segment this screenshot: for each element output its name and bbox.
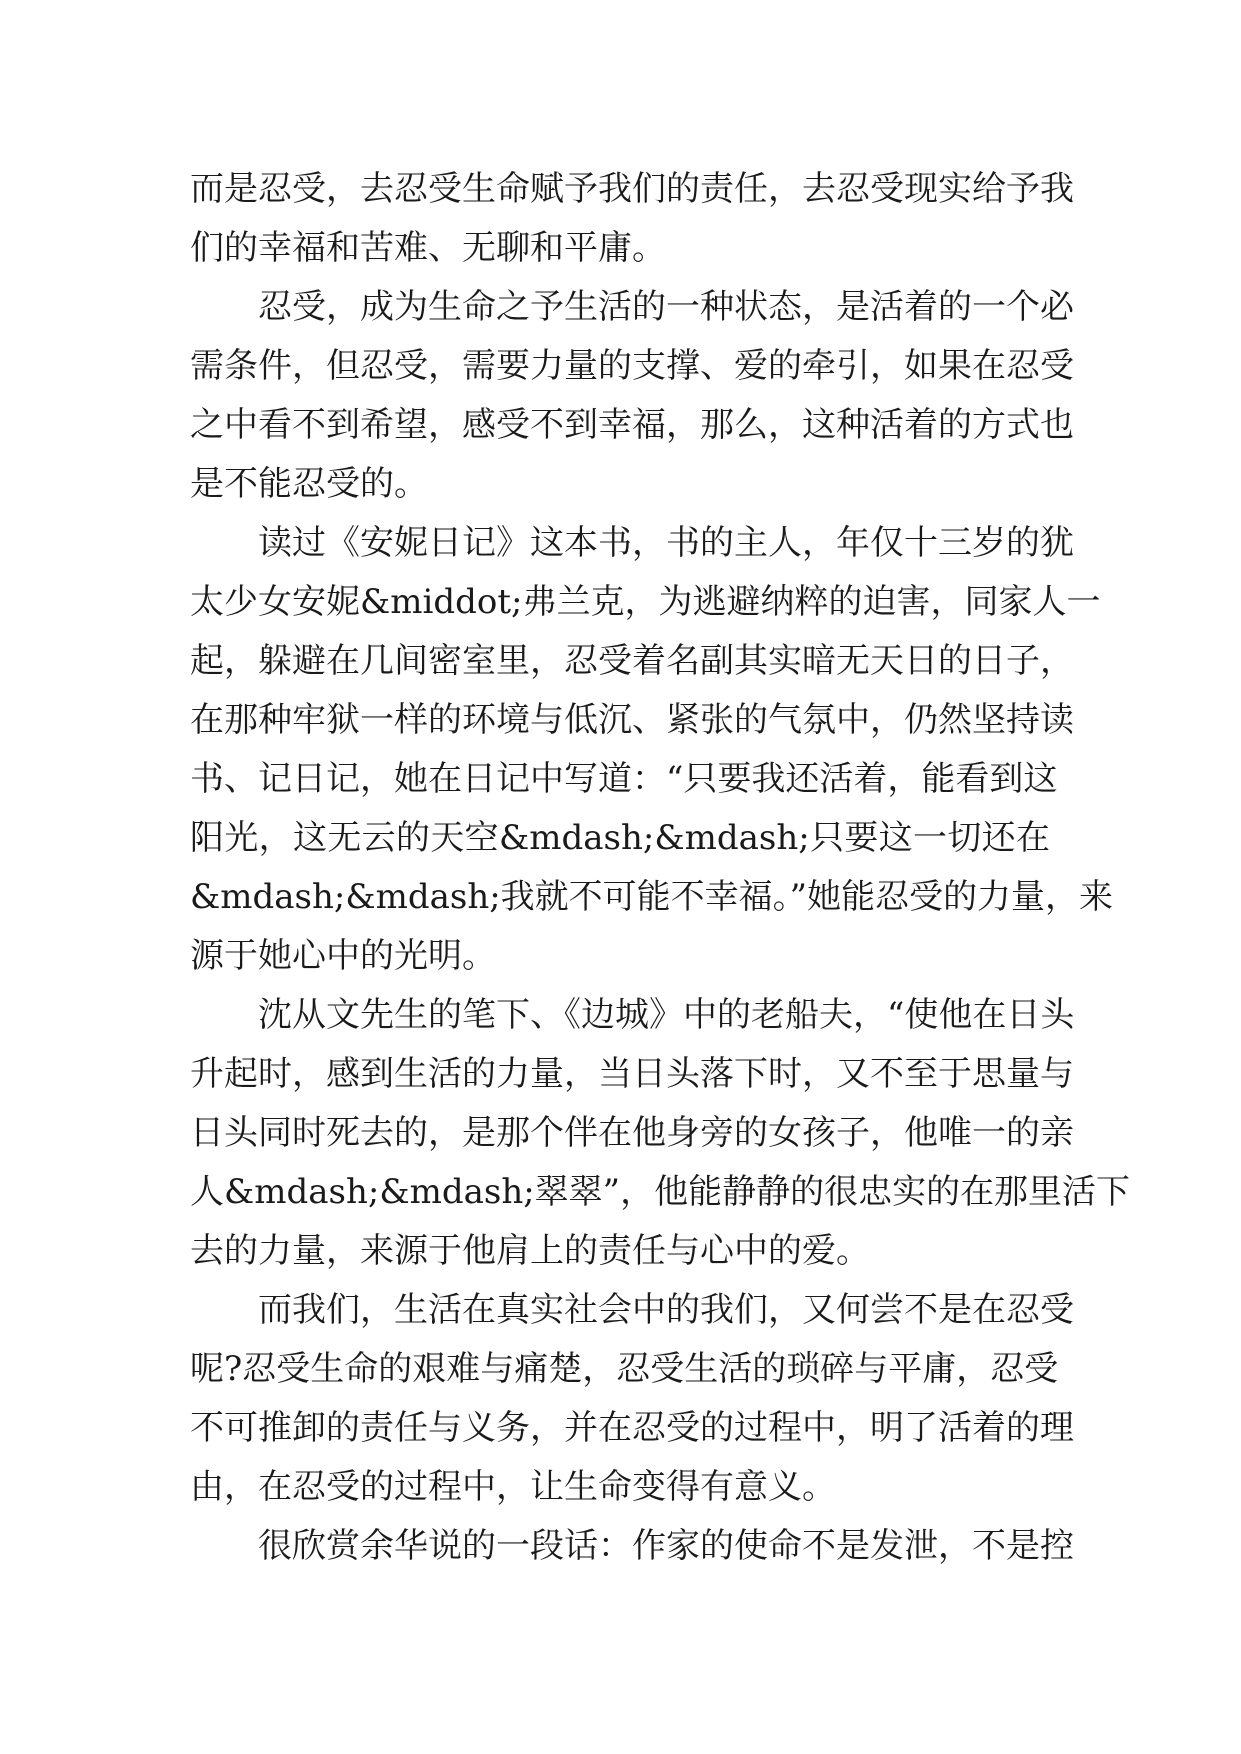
text-line: 呢?忍受生命的艰难与痛楚，忍受生活的琐碎与平庸，忍受 [190, 1349, 1059, 1389]
text-line: 很欣赏余华说的一段话：作家的使命不是发泄，不是控 [190, 1526, 1074, 1566]
text-line: 不可推卸的责任与义务，并在忍受的过程中，明了活着的理 [190, 1408, 1074, 1448]
text-line: 而我们，生活在真实社会中的我们，又何尝不是在忍受 [190, 1290, 1074, 1330]
text-line: 而是忍受，去忍受生命赋予我们的责任，去忍受现实给予我 [190, 169, 1074, 209]
text-line: 读过《安妮日记》这本书，书的主人，年仅十三岁的犹 [190, 523, 1074, 563]
text-line: 源于她心中的光明。 [190, 936, 496, 976]
text-line: 日头同时死去的，是那个伴在他身旁的女孩子，他唯一的亲 [190, 1113, 1074, 1153]
text-line: 人&mdash;&mdash;翠翠”，他能静静的很忠实的在那里活下 [190, 1172, 1131, 1212]
text-line: 忍受，成为生命之予生活的一种状态，是活着的一个必 [190, 287, 1074, 327]
text-line: 起，躲避在几间密室里，忍受着名副其实暗无天日的日子， [190, 641, 1074, 681]
text-line: 书、记日记，她在日记中写道：“只要我还活着，能看到这 [190, 759, 1058, 799]
text-line: 去的力量，来源于他肩上的责任与心中的爱。 [190, 1231, 870, 1271]
text-line: 需条件，但忍受，需要力量的支撑、爱的牵引，如果在忍受 [190, 346, 1074, 386]
text-line: &mdash;&mdash;我就不可能不幸福。”她能忍受的力量，来 [190, 877, 1114, 917]
text-line: 阳光，这无云的天空&mdash;&mdash;只要这一切还在 [190, 818, 1050, 858]
text-line: 升起时，感到生活的力量，当日头落下时，又不至于思量与 [190, 1054, 1074, 1094]
text-line: 之中看不到希望，感受不到幸福，那么，这种活着的方式也 [190, 405, 1074, 445]
text-line: 是不能忍受的。 [190, 464, 428, 504]
text-line: 由，在忍受的过程中，让生命变得有意义。 [190, 1467, 836, 1507]
text-line: 在那种牢狱一样的环境与低沉、紧张的气氛中，仍然坚持读 [190, 700, 1074, 740]
text-line: 太少女安妮&middot;弗兰克，为逃避纳粹的迫害，同家人一 [190, 582, 1101, 622]
text-line: 们的幸福和苦难、无聊和平庸。 [190, 228, 666, 268]
body-text [190, 160, 1131, 1576]
text-line: 沈从文先生的笔下、《边城》中的老船夫，“使他在日头 [190, 995, 1075, 1035]
